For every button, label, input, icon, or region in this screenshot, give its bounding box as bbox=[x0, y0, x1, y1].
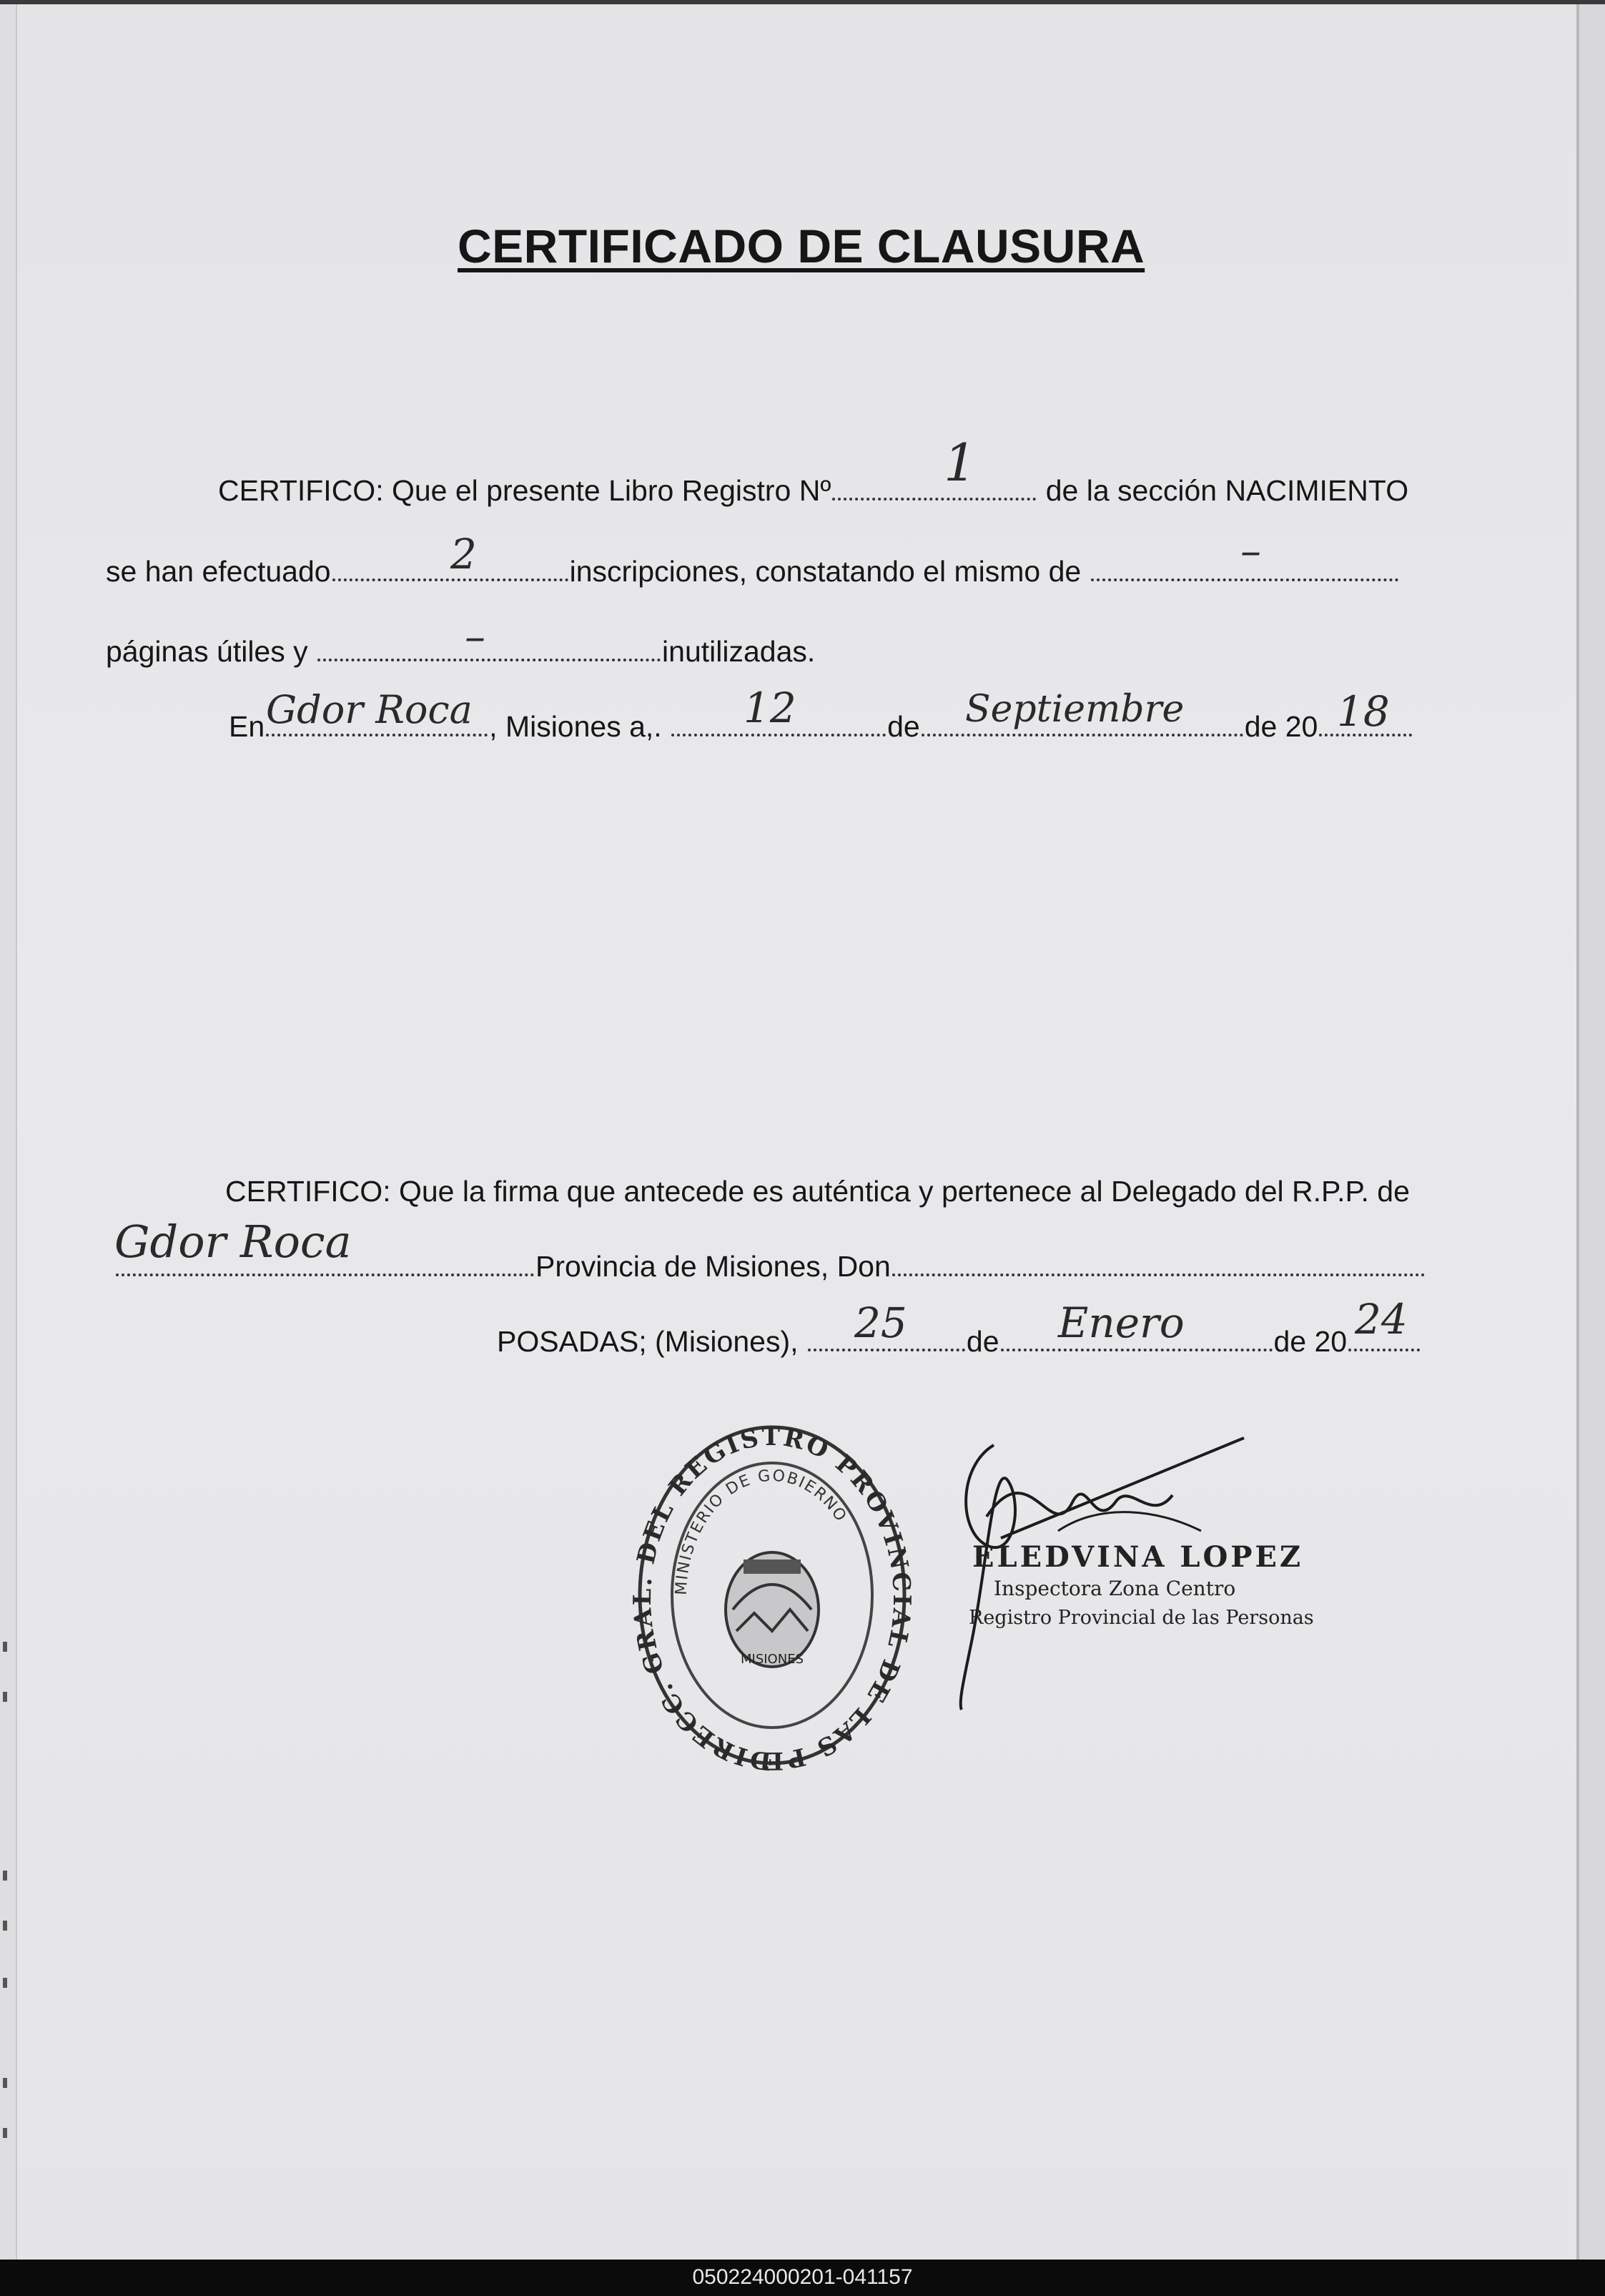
para1-text-g: En bbox=[229, 710, 265, 743]
para2-text-b: POSADAS; (Misiones), bbox=[497, 1325, 806, 1358]
handwritten-libro-numero: 1 bbox=[944, 433, 977, 493]
para1-text-h: , Misiones a,. bbox=[489, 710, 662, 743]
handwritten-mes-1: Septiembre bbox=[965, 688, 1185, 731]
official-seal bbox=[629, 1416, 915, 1778]
para1-text-d: inscripciones, constatando el mismo de bbox=[569, 555, 1082, 588]
seal-outer-text: DIRECC. GRAL. DEL REGISTRO PROVINCIAL DE LAS PE bbox=[629, 1422, 915, 1774]
para1-line1 bbox=[218, 476, 1408, 506]
handwritten-inscripciones: 2 bbox=[450, 530, 477, 578]
para1-text-c: se han efectuado bbox=[106, 555, 331, 588]
para1-text-i: de bbox=[887, 710, 920, 743]
handwritten-paginas-utiles: – bbox=[1240, 526, 1261, 575]
barcode-text: 050224000201-041157 bbox=[692, 2265, 913, 2289]
para1-text-a: CERTIFICO: Que el presente Libro Registro Nº bbox=[218, 474, 831, 507]
para2-line1: CERTIFICO: Que la firma que antecede es auténtica y pertenece al Delegado del R.P.P. de bbox=[225, 1175, 1410, 1208]
seal-center-text: MISIONES bbox=[740, 1652, 804, 1667]
handwritten-mes-2: Enero bbox=[1058, 1299, 1185, 1347]
handwritten-dia-1: 12 bbox=[744, 684, 796, 732]
seal-inner-text: MINISTERIO DE GOBIERNO bbox=[672, 1467, 851, 1596]
para2-text-c: de bbox=[966, 1325, 999, 1358]
para2-line3 bbox=[497, 1327, 1421, 1356]
stamp-role: Inspectora Zona Centro bbox=[994, 1577, 1236, 1600]
document-title: CERTIFICADO DE CLAUSURA bbox=[458, 220, 1145, 272]
para1-line2 bbox=[106, 557, 1400, 586]
para1-text-b: de la sección NACIMIENTO bbox=[1045, 474, 1409, 507]
signature-scribble bbox=[944, 1424, 1315, 1724]
para2-text-a: Provincia de Misiones, Don bbox=[535, 1250, 891, 1283]
handwritten-lugar-1: Gdor Roca bbox=[266, 687, 473, 732]
binding-edge bbox=[0, 4, 17, 2264]
para1-text-e: páginas útiles y bbox=[106, 635, 308, 668]
para1-text-f: inutilizadas. bbox=[662, 635, 816, 668]
stamp-name: ELEDVINA LOPEZ bbox=[972, 1540, 1304, 1574]
para1-text-j: de 20 bbox=[1244, 710, 1318, 743]
signature-block bbox=[944, 1424, 1315, 1728]
handwritten-lugar-2: Gdor Roca bbox=[114, 1216, 352, 1268]
para1-line3 bbox=[106, 637, 815, 666]
handwritten-dia-2: 25 bbox=[854, 1299, 907, 1347]
para2-text-d: de 20 bbox=[1273, 1325, 1348, 1358]
handwritten-anio-1: 18 bbox=[1337, 687, 1390, 736]
handwritten-anio-2: 24 bbox=[1355, 1295, 1408, 1344]
page-edge bbox=[1576, 4, 1605, 2264]
stamp-office: Registro Provincial de las Personas bbox=[969, 1607, 1314, 1629]
handwritten-inutilizadas: – bbox=[465, 612, 485, 661]
